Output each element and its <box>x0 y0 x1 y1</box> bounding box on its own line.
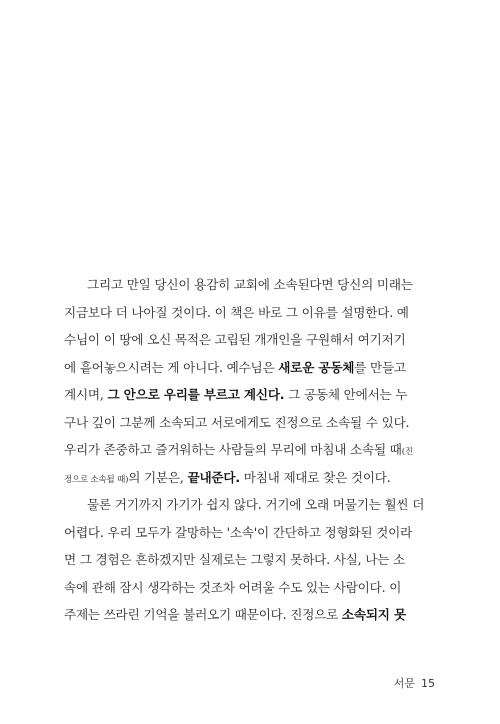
text-line <box>64 601 436 629</box>
small-note: (진 <box>401 447 413 457</box>
bold-emphasis: 새로운 공동체 <box>278 359 355 375</box>
text-run: 그 공동체 안에서는 누 <box>284 387 408 402</box>
bold-emphasis: 소속되지 못 <box>341 607 406 622</box>
text-line <box>64 436 436 464</box>
text-run: 를 만들고 <box>354 359 406 375</box>
bold-emphasis: 그 안으로 우리를 부르고 계신다. <box>107 387 285 402</box>
text-run: 주제는 쓰라린 기억을 불러오기 때문이다. 진정으로 <box>64 607 342 622</box>
body-text <box>64 271 436 629</box>
text-run: 우리가 존중하고 즐거워하는 사람들의 무리에 마침내 소속될 때 <box>64 442 402 457</box>
text-run: 속에 관해 잠시 생각하는 것조차 어려울 수도 있는 사람이다. 이 <box>64 579 402 595</box>
text-run: 의 기분은, <box>128 469 188 485</box>
text-line <box>64 546 436 574</box>
text-line <box>64 271 436 299</box>
text-line <box>64 464 436 492</box>
text-run: 그리고 만일 당신이 용감히 교회에 소속된다면 당신의 미래는 <box>87 277 413 292</box>
text-line <box>64 354 436 382</box>
bold-emphasis: 끝내준다. <box>187 469 240 485</box>
running-header-section: 서문 <box>393 677 415 690</box>
text-line <box>64 409 436 437</box>
text-run: 수님이 이 땅에 오신 목적은 고립된 개개인을 구원해서 여기저기 <box>64 332 406 347</box>
page-footer <box>394 675 435 691</box>
text-line <box>64 381 436 409</box>
text-run: 어렵다. 우리 모두가 갈망하는 '소속'이 간단하고 정형화된 것이라 <box>64 524 413 540</box>
small-note: 정으로 소속될 때) <box>64 474 129 485</box>
text-run: 면 그 경험은 흔하겠지만 실제로는 그렇지 못하다. 사실, 나는 소 <box>64 552 405 567</box>
text-run: 에 흩어놓으시려는 게 아니다. 예수님은 <box>64 359 279 375</box>
page-number: 15 <box>421 677 435 690</box>
text-line <box>64 326 436 354</box>
text-run: 계시며, <box>64 387 108 402</box>
text-line <box>64 491 436 519</box>
text-run: 구나 깊이 그분께 소속되고 서로에게도 진정으로 소속될 수 있다. <box>64 414 410 430</box>
text-run: 물론 거기까지 가기가 쉽지 않다. 거기에 오래 머물기는 훨씬 더 <box>87 497 425 512</box>
text-line <box>64 299 436 327</box>
text-line <box>64 574 436 602</box>
text-line <box>64 519 436 547</box>
text-run: 마침내 제대로 찾은 것이다. <box>239 469 391 485</box>
text-run: 지금보다 더 나아질 것이다. 이 책은 바로 그 이유를 설명한다. 예 <box>64 304 409 320</box>
